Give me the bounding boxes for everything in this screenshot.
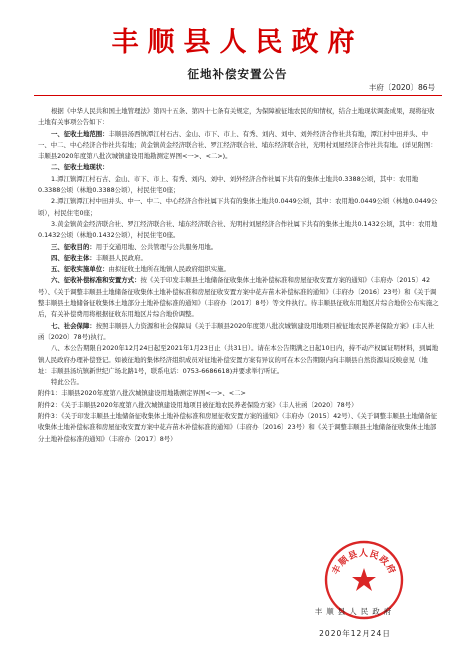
attachment-item: 附件1：丰顺县2020年度第八批次城镇建设用地勘测定界图<一>、<二> bbox=[38, 389, 246, 398]
section-heading: 四、征收主体： bbox=[51, 253, 96, 262]
section-social-security bbox=[38, 321, 440, 344]
document-title: 征地补偿安置公告 bbox=[187, 67, 288, 81]
document-body bbox=[38, 106, 440, 445]
section-heading: 五、征收实施单位： bbox=[51, 265, 109, 274]
signature-org: 丰顺县人民政府 bbox=[314, 607, 396, 616]
section-period: 八、本公告期限自2020年12月24日起至2021年1月23日止（共31日）。请在本公告期满之日起10日内，持不动产权属证明材料，到属地镇人民政府办理补偿登记。如被征地的集体经济组织成员对征地补偿安置方案有异议的可在本公告期限内向丰顺县自然资源局反映意见（地址：丰顺县汤坑镇新世纪广场北路1号，联系电话：0753-6686618)并要求举行听证。 bbox=[38, 344, 439, 375]
section-text: 由拟征收土地所在地镇人民政府组织实施。 bbox=[108, 265, 230, 274]
header-divider bbox=[34, 95, 442, 96]
status-item: 2.潭江镇潭江村中田并头、中一、中二、中心经济合作社属下共有的集体土地共0.0449公顷，其中：农用地0.0449公顷（林地0.0449公顷），村民住宅0座； bbox=[38, 197, 438, 217]
section-text: 按照丰顺县人力资源和社会保障局《关于丰顺县2020年度第八批次城镇建设用地项目被征地农民养老保险方案》(丰人社函〔2020〕78号)执行。 bbox=[38, 321, 435, 341]
section-heading: 一、征收土地范围： bbox=[51, 129, 109, 138]
attachment-item: 附件3：《关于印发丰顺县土地储备征收集体土地补偿标准和房屋征收安置方案的通知》（丰府办〔2015〕42号）、《关于调整丰顺县土地储备征收集体土地补偿标准和房屋征收安置方案中花卉苗木补偿标准的通知》（丰府办〔2016〕23号）和《关于调整丰顺县土地储备征收集体土地部分土地补偿标准的通知》（丰府办〔2017〕8号） bbox=[38, 412, 438, 443]
section-purpose bbox=[38, 242, 440, 253]
section-text: 用于交通用地、公共管理与公共服务用地。 bbox=[95, 242, 218, 251]
status-item: 1.潭江镇潭江村石古、金山、市下、市上、有秀、刘内、刘中、刘外经济合作社属下共有的集体土地共0.3388公顷，其中：农用地0.3388公顷（林地0.3388公顷），村民住宅0座； bbox=[38, 174, 419, 195]
signature-date: 2020年12月24日 bbox=[319, 629, 391, 638]
section-heading: 三、征收目的： bbox=[51, 242, 96, 251]
section-range bbox=[38, 129, 440, 163]
section-implementer bbox=[38, 264, 440, 275]
section-heading: 七、社会保障： bbox=[51, 321, 96, 330]
section-status bbox=[38, 162, 440, 173]
section-text: 丰顺县人民政府。 bbox=[95, 253, 147, 262]
section-heading: 六、征收补偿标准和安置方式： bbox=[51, 276, 141, 285]
org-title: 丰顺县人民政府 bbox=[111, 27, 364, 58]
section-subject bbox=[38, 253, 440, 264]
status-item: 3.黄金镇黄金经济联合社、罗江经济联合社、埔东经济联合社、光明村刘屋经济合作社属下共有的集体土地共0.1432公顷，其中：农用地0.1432公顷（林地0.1432公顷），村民住宅0座。 bbox=[38, 219, 438, 240]
document-number: 丰府〔2020〕86号 bbox=[368, 83, 435, 92]
section-text: 丰顺县汤西镇潭江村石古、金山、市下、市上、有秀、刘内、刘中、刘外经济合作社共有地，潭江村中田并头、中一、中二、中心经济合作社共有地；黄金镇黄金经济联合社、罗江经济联合社、埔东经济联合社，光明村刘屋经济合作社共有地。(详见附图：丰顺县2020年度第八批次城镇建设用地勘测定界图<一>、<二>)。 bbox=[38, 129, 437, 161]
seal-text: 丰顺县人民政府 bbox=[330, 549, 398, 577]
preamble: 根据《中华人民共和国土地管理法》第四十五条、第四十七条有关规定，为保障被征地农民的知情权，结合土地现状调查成果，现将征收土地有关事项公告如下： bbox=[38, 107, 435, 127]
section-heading: 二、征收土地现状： bbox=[51, 163, 109, 172]
section-text: 按《关于印发丰顺县土地储备征收集体土地补偿标准和房屋征收安置方案的通知》（丰府办〔2015〕42号）、《关于调整丰顺县土地储备征收集体土地补偿标准和房屋征收安置方案中花卉苗木补偿标准的通知》（丰府办〔2016〕23号）和《关于调整丰顺县土地储备征收集体土地部分土地补偿标准的通知》（丰府办〔2017〕8号）等文件执行。待丰顺县征收东用地区片综合地价公布实施之后，有关补偿费用将根据征收东用地区片综合地价调整。 bbox=[38, 276, 439, 319]
section-compensation bbox=[38, 275, 440, 320]
closing-line: 特此公告。 bbox=[51, 378, 83, 387]
attachment-item: 附件2：《关于丰顺县2020年度第八批次城镇建设用地项目被征地农民养老保险方案》（丰人社函〔2020〕78号） bbox=[38, 400, 358, 409]
